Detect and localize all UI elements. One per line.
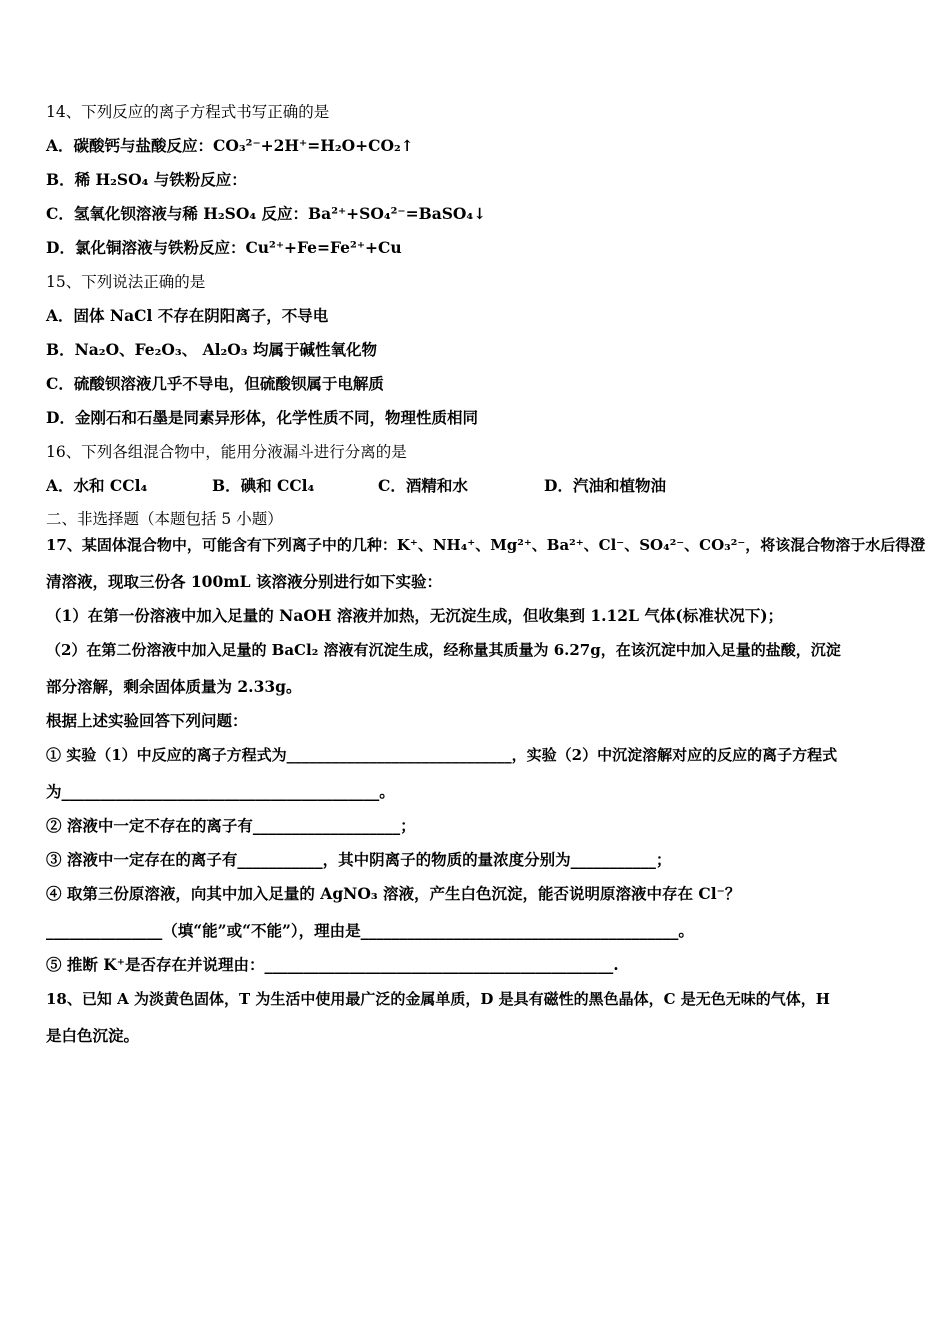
q15-option-d: D．金刚石和石墨是同素异形体，化学性质不同，物理性质相同 xyxy=(46,408,478,427)
q14-option-c: C．氢氧化钡溶液与稀 H₂SO₄ 反应：Ba²⁺+SO₄²⁻=BaSO₄↓ xyxy=(46,204,487,223)
q14-option-d: D．氯化铜溶液与铁粉反应：Cu²⁺+Fe=Fe²⁺+Cu xyxy=(46,238,402,257)
q16-option-a: A．水和 CCl₄ xyxy=(46,476,148,495)
q17-question-4: ④ 取第三份原溶液，向其中加入足量的 AgNO₃ 溶液，产生白色沉淀，能否说明原溶液中存在 Cl⁻？ xyxy=(46,884,741,903)
q17-line-4: （2）在第二份溶液中加入足量的 BaCl₂ 溶液有沉淀生成，经称量其质量为 6.27g，在该沉淀中加入足量的盐酸，沉淀 xyxy=(46,641,841,659)
q17-question-4-cont: _______________（填“能”或“不能”），理由是_________________________________________。 xyxy=(46,921,694,940)
q17-line-1: 17、某固体混合物中，可能含有下列离子中的几种：K⁺、NH₄⁺、Mg²⁺、Ba²⁺、Cl⁻、SO₄²⁻、CO₃²⁻，将该混合物溶于水后得澄 xyxy=(46,536,926,554)
q15-option-b: B．Na₂O、Fe₂O₃、 Al₂O₃ 均属于碱性氧化物 xyxy=(46,340,377,359)
q17-question-3: ③ 溶液中一定存在的离子有___________，其中阴离子的物质的量浓度分别为___________； xyxy=(46,850,672,869)
q15-option-c: C．硫酸钡溶液几乎不导电，但硫酸钡属于电解质 xyxy=(46,374,384,393)
q14-stem: 14、下列反应的离子方程式书写正确的是 xyxy=(46,103,330,121)
q17-line-3: （1）在第一份溶液中加入足量的 NaOH 溶液并加热，无沉淀生成，但收集到 1.12L 气体(标准状况下)； xyxy=(46,606,784,625)
q17-line-6: 根据上述实验回答下列问题： xyxy=(46,711,248,730)
q18-line-1: 18、已知 A 为淡黄色固体，T 为生活中使用最广泛的金属单质，D 是具有磁性的黑色晶体，C 是无色无味的气体，H xyxy=(46,990,830,1008)
q16-option-d: D．汽油和植物油 xyxy=(544,476,666,495)
q16-stem: 16、下列各组混合物中，能用分液漏斗进行分离的是 xyxy=(46,443,407,461)
q17-line-5: 部分溶解，剩余固体质量为 2.33g。 xyxy=(46,677,302,696)
q17-question-1: ① 实验（1）中反应的离子方程式为______________________________，实验（2）中沉淀溶解对应的反应的离子方程式 xyxy=(46,746,838,764)
q18-line-2: 是白色沉淀。 xyxy=(46,1026,140,1045)
q16-option-c: C．酒精和水 xyxy=(378,476,468,495)
q17-question-1-cont: 为_________________________________________。 xyxy=(46,782,395,801)
q17-line-2: 清溶液，现取三份各 100mL 该溶液分别进行如下实验： xyxy=(46,572,442,591)
q15-stem: 15、下列说法正确的是 xyxy=(46,273,206,291)
q17-question-5: ⑤ 推断 K⁺是否存在并说理由：_____________________________________________. xyxy=(46,955,619,974)
q15-option-a: A．固体 NaCl 不存在阴阳离子，不导电 xyxy=(46,306,329,325)
q17-question-2: ② 溶液中一定不存在的离子有___________________； xyxy=(46,816,416,835)
q16-options xyxy=(46,476,910,496)
q16-option-b: B．碘和 CCl₄ xyxy=(212,476,315,495)
q14-option-b: B．稀 H₂SO₄ 与铁粉反应： xyxy=(46,170,247,189)
q14-option-a: A．碳酸钙与盐酸反应：CO₃²⁻+2H⁺=H₂O+CO₂↑ xyxy=(46,136,414,155)
section-heading: 二、非选择题（本题包括 5 小题） xyxy=(46,510,283,528)
